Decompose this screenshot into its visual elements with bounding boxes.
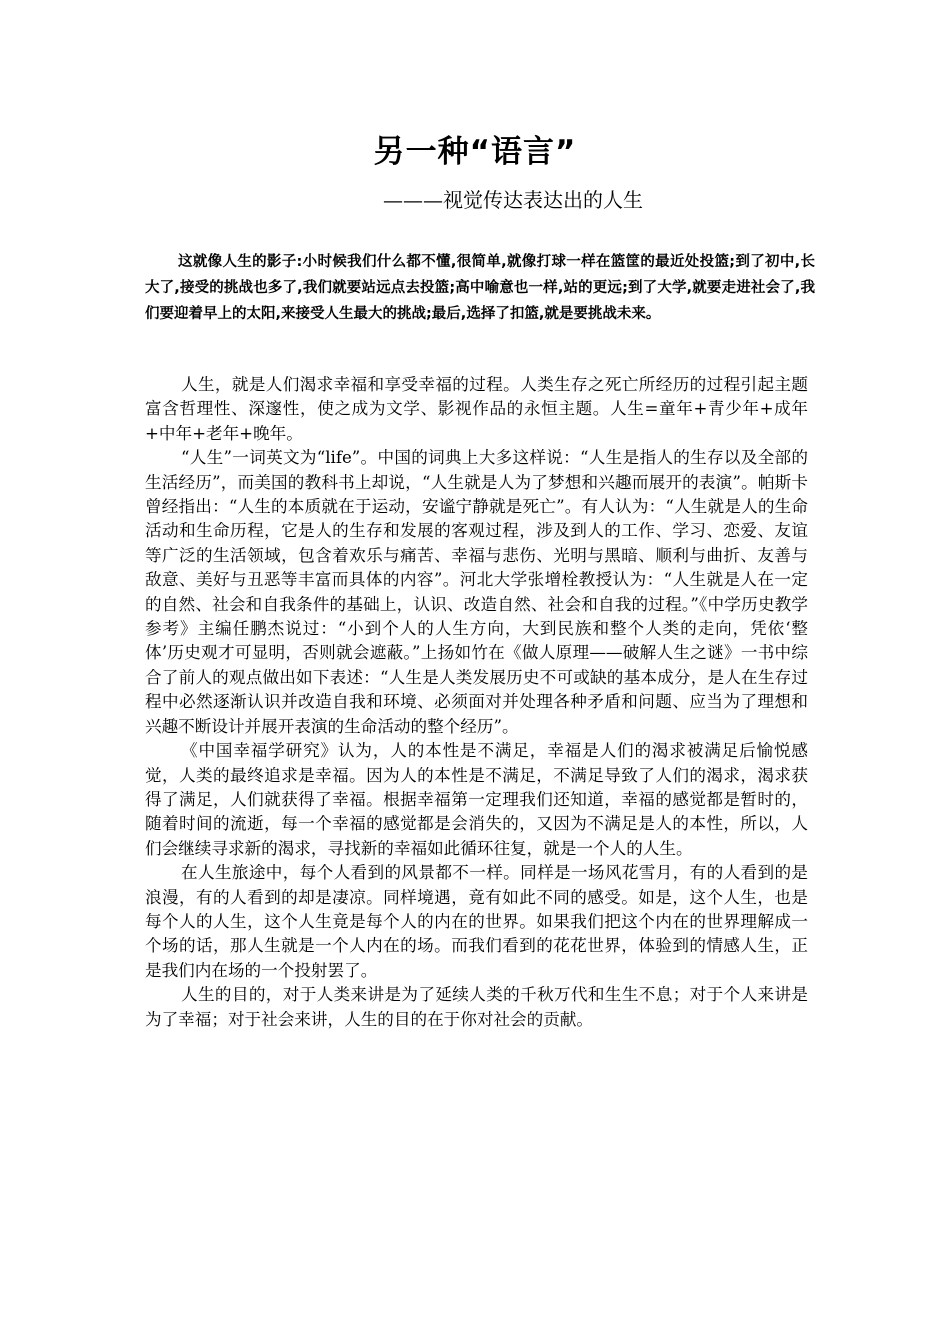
body-paragraph: 《中国幸福学研究》认为，人的本性是不满足，幸福是人们的渴求被满足后愉悦感觉，人类的最终追求是幸福。因为人的本性是不满足，不满足导致了人们的渴求，渴求获得了满足，人们就获得了幸福。根据幸福第一定理我们还知道，幸福的感觉都是暂时的，随着时间的流逝，每一个幸福的感觉都是会消失的，又因为不满足是人的本性，所以，人们会继续寻求新的渴求，寻找新的幸福如此循环往复，就是一个人的人生。 [145,741,808,858]
document-title: 另一种“语言” [373,134,577,170]
body-paragraph: 人生，就是人们渴求幸福和享受幸福的过程。人类生存之死亡所经历的过程引起主题富含哲理性、深邃性，使之成为文学、影视作品的永恒主题。人生=童年+青少年+成年+中年+老年+晚年。 [145,375,808,443]
body-paragraph: “人生”一词英文为“life”。中国的词典上大多这样说：“人生是指人的生存以及全部的生活经历”，而美国的教科书上却说，“人生就是人为了梦想和兴趣而展开的表演”。帕斯卡曾经指出：“人生的本质就在于运动，安谧宁静就是死亡”。有人认为：“人生就是人的生命活动和生命历程，它是人的生存和发展的客观过程，涉及到人的工作、学习、恋爱、友谊等广泛的生活领域，包含着欢乐与痛苦、幸福与悲伤、光明与黑暗、顺利与曲折、友善与敌意、美好与丑恶等丰富而具体的内容”。河北大学张增栓教授认为：“人生就是人在一定的自然、社会和自我条件的基础上，认识、改造自然、社会和自我的过程。”《中学历史教学参考》主编任鹏杰说过：“小到个人的人生方向，大到民族和整个人类的走向，凭依‘整体’历史观才可显明，否则就会遮蔽。”上扬如竹在《做人原理——破解人生之谜》一书中综合了前人的观点做出如下表述：“人生是人类发展历史不可或缺的基本成分，是人在生存过程中必然逐渐认识并改造自我和环境、必须面对并处理各种矛盾和问题、应当为了理想和兴趣不断设计并展开表演的生命活动的整个经历”。 [145,448,808,736]
body-text [145,373,808,1032]
body-paragraph: 人生的目的，对于人类来讲是为了延续人类的千秋万代和生生不息；对于个人来讲是为了幸福；对于社会来讲，人生的目的在于你对社会的贡献。 [145,985,808,1029]
body-paragraph: 在人生旅途中，每个人看到的风景都不一样。同样是一场风花雪月，有的人看到的是浪漫，有的人看到的却是凄凉。同样境遇，竟有如此不同的感受。如是，这个人生，也是每个人的人生，这个人生竟是每个人的内在的世界。如果我们把这个内在的世界理解成一个场的话，那人生就是一个人内在的场。而我们看到的花花世界，体验到的情感人生，正是我们内在场的一个投射罢了。 [145,863,808,980]
document-subtitle: ———视觉传达表达出的人生 [383,188,643,212]
intro-paragraph: 这就像人生的影子:小时候我们什么都不懂,很简单,就像打球一样在篮筐的最近处投篮;到了初中,长大了,接受的挑战也多了,我们就要站远点去投篮;高中喻意也一样,站的更远;到了大学,就要走进社会了,我们要迎着早上的太阳,来接受人生最大的挑战;最后,选择了扣篮,就是要挑战未来。 [145,254,815,322]
